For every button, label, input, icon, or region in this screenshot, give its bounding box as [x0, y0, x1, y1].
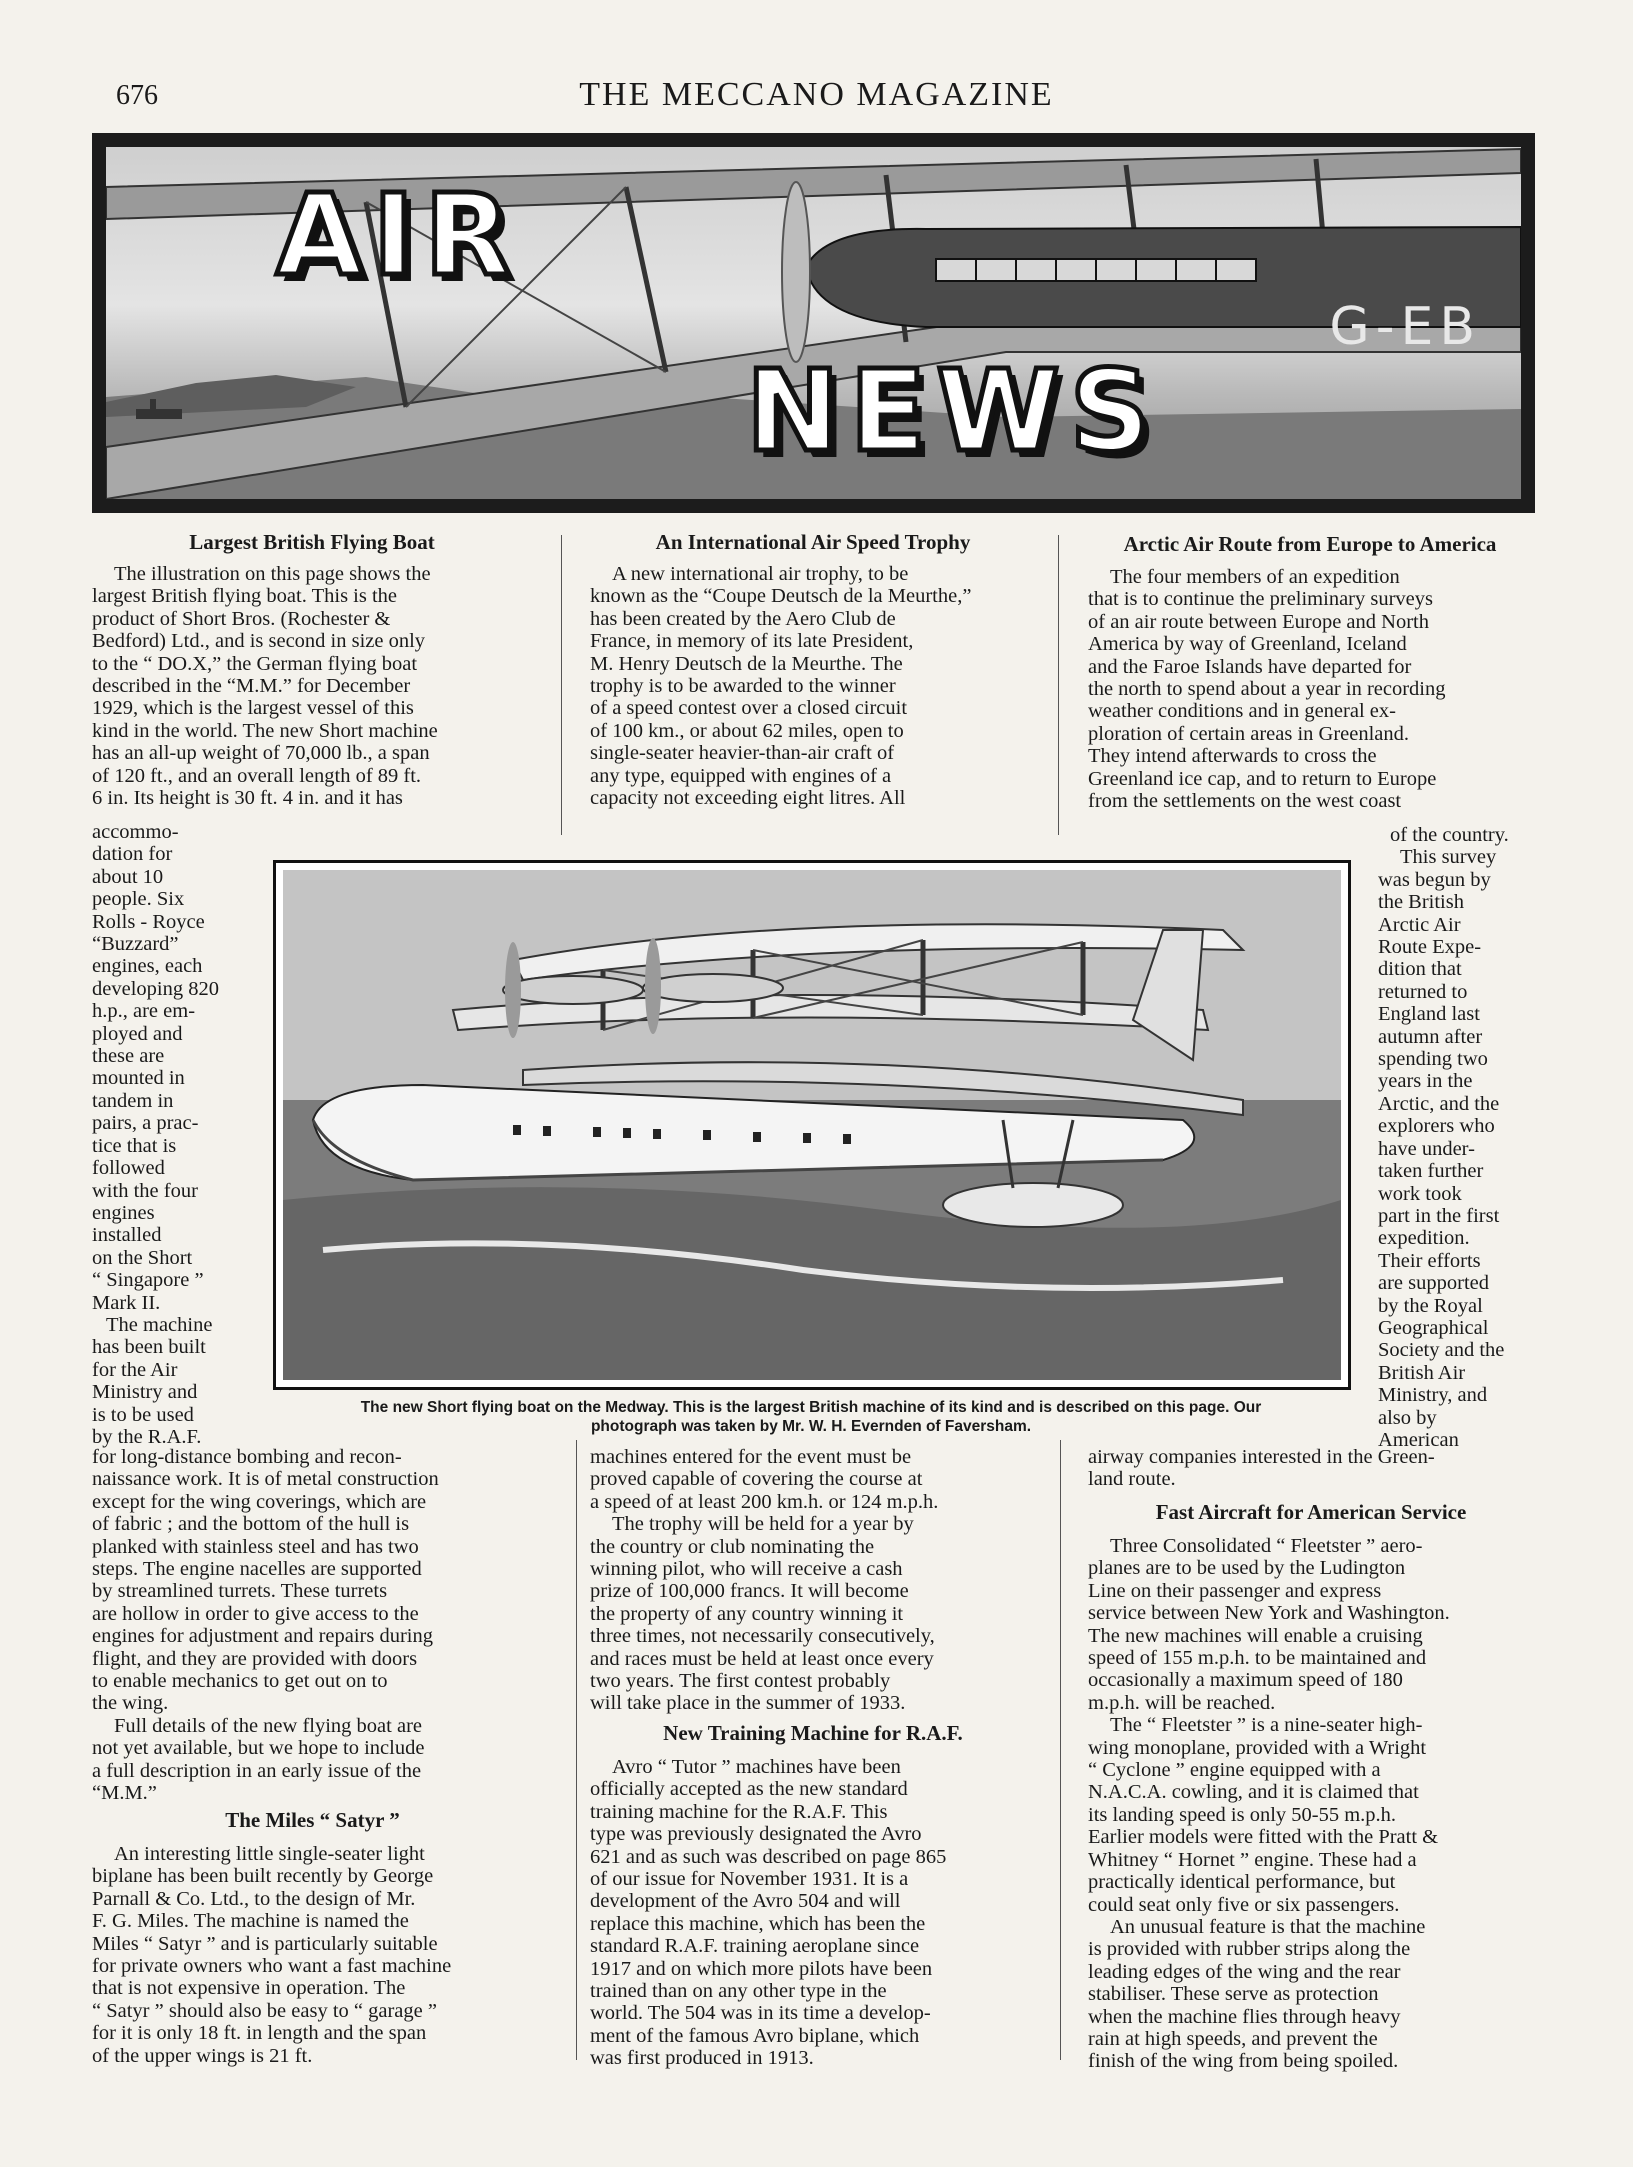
text-line: a speed of at least 200 km.h. or 124 m.p.h. — [590, 1490, 939, 1513]
text-line: dation for — [92, 843, 173, 866]
text-line: The four members of an expedition — [1110, 566, 1400, 588]
text-line: An interesting little single-seater light — [114, 1843, 425, 1865]
text-line: any type, equipped with engines of a — [590, 764, 892, 787]
text-line: the British — [1378, 891, 1464, 914]
text-line: N.A.C.A. cowling, and it is claimed that — [1088, 1781, 1419, 1804]
text-line: practically identical performance, but — [1088, 1871, 1396, 1894]
text-line: tandem in — [92, 1089, 174, 1112]
text-line: of 100 km., or about 62 miles, open to — [590, 719, 904, 742]
text-line: tice that is — [92, 1134, 177, 1157]
text-line: Arctic, and the — [1378, 1092, 1500, 1115]
text-line: autumn after — [1378, 1025, 1483, 1048]
text-line: by the R.A.F. — [92, 1425, 202, 1448]
heading-fast-aircraft: Fast Aircraft for American Service — [1155, 1500, 1467, 1524]
heading-new-training-machine: New Training Machine for R.A.F. — [663, 1721, 963, 1745]
text-line: replace this machine, which has been the — [590, 1912, 926, 1935]
text-line: ployed and — [92, 1022, 183, 1045]
text-line: The “ Fleetster ” is a nine-seater high- — [1110, 1714, 1423, 1737]
text-line: the north to spend about a year in recording — [1088, 678, 1446, 701]
photo-caption — [276, 1398, 1346, 1436]
text-line: American — [1378, 1428, 1459, 1451]
text-line: are supported — [1378, 1272, 1489, 1295]
text-line: the property of any country winning it — [590, 1602, 904, 1625]
column-rule-1-top — [561, 535, 562, 835]
text-line: part in the first — [1378, 1204, 1500, 1227]
article-air-speed-trophy-continued — [590, 1446, 1036, 1715]
text-line: world. The 504 was in its time a develop- — [590, 2002, 931, 2025]
article-miles-satyr — [92, 1843, 533, 2067]
text-line: naissance work. It is of metal construction — [92, 1468, 439, 1491]
text-line: machines entered for the event must be — [590, 1446, 912, 1468]
heading-arctic-air-route: Arctic Air Route from Europe to America — [1123, 532, 1497, 556]
text-line: dition that — [1378, 958, 1462, 981]
article-flying-boat-intro — [92, 563, 533, 809]
text-line: Bedford) Ltd., and is second in size only — [92, 630, 426, 653]
text-line: “Buzzard” — [92, 933, 179, 956]
text-line: 621 and as such was described on page 865 — [590, 1845, 947, 1868]
text-line: of the upper wings is 21 ft. — [92, 2044, 313, 2067]
text-line: these are — [92, 1045, 165, 1068]
air-news-banner — [92, 133, 1535, 513]
text-line: prize of 100,000 francs. It will become — [590, 1580, 909, 1603]
column-rule-2-top — [1058, 535, 1059, 835]
text-line: engines for adjustment and repairs during — [92, 1625, 434, 1648]
text-line: training machine for the R.A.F. This — [590, 1800, 888, 1823]
text-line: The new machines will enable a cruising — [1088, 1624, 1423, 1647]
text-line: product of Short Bros. (Rochester & — [92, 607, 391, 630]
text-line: on the Short — [92, 1246, 193, 1269]
text-line: Whitney “ Hornet ” engine. These had a — [1088, 1848, 1417, 1871]
text-line: Mark II. — [92, 1291, 161, 1314]
text-line: when the machine flies through heavy — [1088, 2005, 1401, 2028]
caption-line: The new Short flying boat on the Medway. This is the largest British machine of its kind and is described on this page. Our — [360, 1399, 1262, 1416]
text-line: mounted in — [92, 1067, 185, 1090]
magazine-title: THE MECCANO MAGAZINE — [579, 76, 1054, 113]
text-line: and races must be held at least once every — [590, 1647, 934, 1670]
page-number: 676 — [116, 80, 158, 111]
text-line: with the four — [92, 1179, 198, 1202]
text-line: by streamlined turrets. These turrets — [92, 1580, 388, 1603]
text-line: ment of the famous Avro biplane, which — [590, 2024, 920, 2047]
text-line: type was previously designated the Avro — [590, 1823, 922, 1846]
text-line: They intend afterwards to cross the — [1088, 745, 1377, 768]
text-line: finish of the wing from being spoiled. — [1088, 2050, 1399, 2073]
text-line: has been built — [92, 1336, 206, 1359]
text-line: 6 in. Its height is 30 ft. 4 in. and it has — [92, 787, 403, 810]
text-line: Earlier models were fitted with the Pratt & — [1088, 1826, 1439, 1849]
text-line: Arctic Air — [1378, 913, 1461, 936]
flying-boat-photo — [283, 870, 1341, 1380]
text-line: biplane has been built recently by George — [92, 1865, 434, 1888]
text-line: 1929, which is the largest vessel of this — [92, 697, 414, 720]
text-line: This survey — [1400, 846, 1497, 869]
text-line: weather conditions and in general ex- — [1088, 700, 1396, 723]
text-line: pairs, a prac- — [92, 1112, 199, 1135]
text-line: known as the “Coupe Deutsch de la Meurthe,” — [590, 585, 972, 608]
text-line: returned to — [1378, 980, 1468, 1003]
text-line: rain at high speeds, and prevent the — [1088, 2027, 1378, 2050]
heading-miles-satyr: The Miles “ Satyr ” — [225, 1808, 400, 1832]
text-line: speed of 155 m.p.h. to be maintained and — [1088, 1647, 1427, 1670]
text-line: of a speed contest over a closed circuit — [590, 697, 908, 720]
text-line: F. G. Miles. The machine is named the — [92, 1910, 409, 1933]
text-line: that is to continue the preliminary surveys — [1088, 588, 1434, 611]
text-line: its landing speed is only 50-55 m.p.h. — [1088, 1803, 1397, 1826]
text-line: wing monoplane, provided with a Wright — [1088, 1736, 1427, 1759]
text-line: officially accepted as the new standard — [590, 1778, 908, 1801]
text-line: Society and the — [1378, 1339, 1505, 1362]
text-line: British Air — [1378, 1361, 1466, 1384]
text-line: except for the wing coverings, which are — [92, 1490, 427, 1513]
text-line: “ Cyclone ” engine equipped with a — [1088, 1759, 1381, 1782]
text-line: Ministry, and — [1378, 1384, 1488, 1407]
text-line: “ Singapore ” — [92, 1269, 204, 1292]
article-fleetster — [1088, 1535, 1534, 2073]
banner-air-word: AIR — [276, 171, 521, 301]
article-arctic-air-route-continued — [1088, 1446, 1534, 1491]
text-line: Parnall & Co. Ltd., to the design of Mr. — [92, 1887, 416, 1910]
article-flying-boat-narrow — [92, 821, 244, 1448]
text-line: Line on their passenger and express — [1088, 1579, 1382, 1602]
text-line: Avro “ Tutor ” machines have been — [612, 1756, 901, 1778]
text-line: development of the Avro 504 and will — [590, 1890, 901, 1913]
text-line: expedition. — [1378, 1227, 1470, 1250]
text-line: that is not expensive in operation. The — [92, 1977, 406, 2000]
text-line: An unusual feature is that the machine — [1110, 1915, 1426, 1938]
text-line: engines — [92, 1201, 155, 1224]
text-line: Ministry and — [92, 1381, 198, 1404]
text-line: two years. The first contest probably — [590, 1670, 891, 1693]
text-line: a full description in an early issue of the — [92, 1759, 422, 1782]
text-line: have under- — [1378, 1137, 1475, 1160]
text-line: planes are to be used by the Ludington — [1088, 1557, 1406, 1580]
text-line: for private owners who want a fast machine — [92, 1955, 452, 1978]
aircraft-registration: G-EB — [1329, 297, 1481, 357]
text-line: and the Faroe Islands have departed for — [1088, 655, 1412, 678]
article-air-speed-trophy — [590, 563, 1036, 809]
text-line: Geographical — [1378, 1316, 1489, 1339]
text-line: developing 820 — [92, 977, 219, 1000]
text-line: was begun by — [1378, 868, 1491, 891]
text-line: spending two — [1378, 1048, 1488, 1071]
text-line: installed — [92, 1224, 162, 1247]
column-rule-1-bottom — [576, 1440, 577, 2060]
text-line: has been created by the Aero Club de — [590, 607, 896, 630]
flying-boat-photo-frame — [273, 860, 1351, 1390]
text-line: could seat only five or six passengers. — [1088, 1893, 1400, 1916]
text-line: Route Expe- — [1378, 936, 1482, 959]
text-line: land route. — [1088, 1468, 1176, 1491]
text-line: is provided with rubber strips along the — [1088, 1938, 1411, 1961]
text-line: winning pilot, who will receive a cash — [590, 1558, 903, 1581]
text-line: engines, each — [92, 955, 203, 978]
text-line: from the settlements on the west coast — [1088, 790, 1402, 813]
text-line: was first produced in 1913. — [590, 2047, 814, 2070]
text-line: airway companies interested in the Green- — [1088, 1446, 1435, 1468]
text-line: people. Six — [92, 888, 185, 911]
banner-news-word: NEWS — [746, 347, 1161, 477]
text-line: three times, not necessarily consecutively, — [590, 1625, 935, 1648]
article-arctic-air-route — [1088, 566, 1534, 812]
text-line: “ Satyr ” should also be easy to “ garage ” — [92, 1999, 437, 2022]
text-line: “M.M.” — [92, 1782, 157, 1805]
text-line: of an air route between Europe and North — [1088, 610, 1429, 633]
text-line: of the country. — [1390, 824, 1509, 846]
text-line: stabiliser. These serve as protection — [1088, 1983, 1379, 2006]
flying-boat-illustration — [283, 870, 1341, 1380]
text-line: for the Air — [92, 1358, 178, 1381]
text-line: proved capable of covering the course at — [590, 1468, 923, 1491]
text-line: for it is only 18 ft. in length and the span — [92, 2022, 427, 2045]
text-line: The trophy will be held for a year by — [612, 1513, 914, 1536]
text-line: 1917 and on which more pilots have been — [590, 1957, 933, 1980]
heading-largest-flying-boat: Largest British Flying Boat — [189, 530, 435, 554]
text-line: The machine — [106, 1313, 213, 1336]
text-line: A new international air trophy, to be — [612, 563, 909, 585]
column-rule-2-bottom — [1060, 1440, 1061, 2060]
text-line: largest British flying boat. This is the — [92, 585, 398, 608]
text-line: The illustration on this page shows the — [114, 563, 431, 585]
text-line: h.p., are em- — [92, 1000, 196, 1023]
text-line: service between New York and Washington. — [1088, 1602, 1450, 1625]
text-line: Miles “ Satyr ” and is particularly suitable — [92, 1932, 438, 1955]
article-avro-tutor — [590, 1756, 1036, 2070]
text-line: to enable mechanics to get out on to — [92, 1670, 388, 1693]
text-line: Three Consolidated “ Fleetster ” aero- — [1110, 1535, 1423, 1557]
text-line: the country or club nominating the — [590, 1535, 875, 1558]
text-line: occasionally a maximum speed of 180 — [1088, 1669, 1403, 1692]
text-line: by the Royal — [1378, 1294, 1483, 1317]
text-line: Greenland ice cap, and to return to Europe — [1088, 767, 1437, 790]
text-line: to the “ DO.X,” the German flying boat — [92, 652, 418, 675]
text-line: of our issue for November 1931. It is a — [590, 1868, 909, 1891]
text-line: Full details of the new flying boat are — [114, 1714, 422, 1737]
text-line: explorers who — [1378, 1115, 1495, 1138]
text-line: work took — [1378, 1182, 1462, 1205]
text-line: flight, and they are provided with doors — [92, 1647, 418, 1670]
text-line: followed — [92, 1157, 165, 1180]
text-line: is to be used — [92, 1403, 194, 1426]
text-line: the wing. — [92, 1692, 169, 1715]
article-flying-boat-continued — [92, 1446, 533, 1805]
text-line: steps. The engine nacelles are supported — [92, 1558, 422, 1581]
text-line: planked with stainless steel and has two — [92, 1535, 419, 1558]
text-line: France, in memory of its late President, — [590, 630, 914, 653]
text-line: has an all-up weight of 70,000 lb., a span — [92, 742, 430, 765]
text-line: leading edges of the wing and the rear — [1088, 1960, 1401, 1983]
text-line: not yet available, but we hope to include — [92, 1737, 425, 1760]
text-line: of 120 ft., and an overall length of 89 ft. — [92, 764, 422, 787]
text-line: about 10 — [92, 865, 164, 888]
text-line: m.p.h. will be reached. — [1088, 1691, 1276, 1714]
text-line: America by way of Greenland, Iceland — [1088, 633, 1407, 656]
text-line: trained than on any other type in the — [590, 1980, 887, 2003]
text-line: also by — [1378, 1406, 1437, 1429]
text-line: will take place in the summer of 1933. — [590, 1692, 906, 1715]
text-line: described in the “M.M.” for December — [92, 675, 411, 698]
text-line: taken further — [1378, 1160, 1484, 1183]
text-line: of fabric ; and the bottom of the hull is — [92, 1513, 410, 1536]
article-arctic-air-route-narrow — [1378, 824, 1534, 1451]
text-line: M. Henry Deutsch de la Meurthe. The — [590, 652, 903, 675]
text-line: capacity not exceeding eight litres. All — [590, 787, 906, 810]
text-line: are hollow in order to give access to the — [92, 1602, 419, 1625]
text-line: ploration of certain areas in Greenland. — [1088, 722, 1410, 745]
text-line: Their efforts — [1378, 1249, 1481, 1272]
text-line: single-seater heavier-than-air craft of — [590, 742, 895, 765]
text-line: accommo- — [92, 821, 179, 843]
heading-air-speed-trophy: An International Air Speed Trophy — [655, 530, 971, 554]
text-line: years in the — [1378, 1070, 1473, 1093]
text-line: kind in the world. The new Short machine — [92, 719, 438, 742]
text-line: for long-distance bombing and recon- — [92, 1446, 402, 1468]
text-line: Rolls - Royce — [92, 910, 205, 933]
text-line: trophy is to be awarded to the winner — [590, 675, 896, 698]
caption-line: photograph was taken by Mr. W. H. Evernden of Faversham. — [590, 1418, 1032, 1435]
text-line: standard R.A.F. training aeroplane since — [590, 1935, 920, 1958]
text-line: England last — [1378, 1003, 1480, 1026]
